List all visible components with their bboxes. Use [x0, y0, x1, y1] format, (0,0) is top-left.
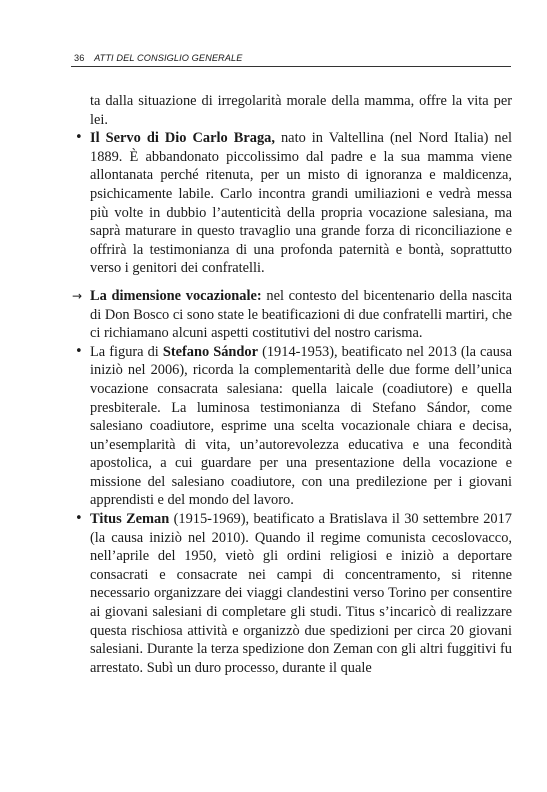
page-number: 36	[74, 53, 85, 63]
bullet-icon: •	[75, 130, 83, 146]
bullet-icon: •	[75, 511, 83, 527]
sandor-paragraph	[90, 343, 512, 510]
braga-name: Il Servo di Dio Carlo Braga,	[90, 130, 275, 147]
sandor-lead: La figura di	[90, 343, 163, 360]
section-gap	[90, 278, 512, 287]
running-title: ATTI DEL CONSIGLIO GENERALE	[94, 53, 243, 63]
vocazionale-text: nel contesto del bicentenario della nascita di Don Bosco ci sono state le beatificazioni di due confratelli martiri, che ci richiamano alcuni aspetti costitutivi del nostro carisma.	[90, 287, 513, 342]
running-head	[74, 53, 242, 63]
list-item-zeman	[75, 510, 512, 677]
sandor-text: (1914-1953), beatificato nel 2013 (la causa iniziò nel 2006), ricorda la complementarità delle due forme dell’unica vocazione consacrata salesiana: quella laicale (coadiutore) e quella presbiterale. La luminosa testimonianza di Stefano Sándor, come salesiano coadiutore, esprime una scelta vocazionale chiara e decisa, un’esemplarità di vita, un’autorevolezza educativa e una fecondità apostolica, a cui guardare per una presentazione della vocazione e missione del salesiano coadiutore, con una predilezione per i giovani apprendisti e del mondo del lavoro.	[90, 343, 512, 509]
section-vocazionale	[72, 287, 513, 343]
zeman-paragraph	[90, 510, 512, 677]
vocazionale-paragraph	[90, 287, 512, 343]
vocazionale-heading: La dimensione vocazionale:	[90, 287, 262, 304]
zeman-text: (1915-1969), beatificato a Bratislava il 30 settembre 2017 (la causa iniziò nel 2010). Quando il regime comunista cecoslovacco, nell’aprile del 1950, vietò gli ordini religiosi e iniziò a deportare consacrati e consacrate nei campi di concentramento, si ritenne necessario organizzare dei viaggi clandestini verso Torino per consentire ai giovani salesiani di completare gli studi. Titus s’incaricò di realizzare questa rischiosa attività e organizzò due spedizioni per circa 20 giovani salesiani. Durante la terza spedizione don Zeman con gli altri fuggitivi fu arrestato. Subì un duro processo, durante il quale	[90, 511, 512, 676]
body-text	[72, 92, 513, 677]
continuation-paragraph: ta dalla situazione di irregolarità morale della mamma, offre la vita per lei.	[90, 93, 512, 128]
header-rule	[71, 66, 511, 67]
arrow-right-icon: →	[72, 288, 83, 303]
bullet-icon: •	[75, 343, 83, 359]
list-item-sandor	[75, 343, 512, 510]
braga-paragraph	[90, 129, 512, 278]
sandor-name: Stefano Sándor	[162, 343, 259, 360]
list-item-braga	[75, 129, 513, 278]
braga-text: nato in Valtellina (nel Nord Italia) nel 1889. È abbandonato piccolissimo dal padre e la sua mamma viene allontanata perché ritenuta, per un misto di ignoranza e maldicenza, psichicamente labile. Carlo incontra grandi umiliazioni e vedrà messa più volte in dubbio l’autenticità della propria vocazione salesiana, ma saprà maturare in questo travaglio una grande forza di riconciliazione e offrirà la testimonianza di una profonda paternità e bontà, soprattutto verso i genitori dei confratelli.	[90, 130, 513, 277]
zeman-name: Titus Zeman	[90, 511, 170, 528]
